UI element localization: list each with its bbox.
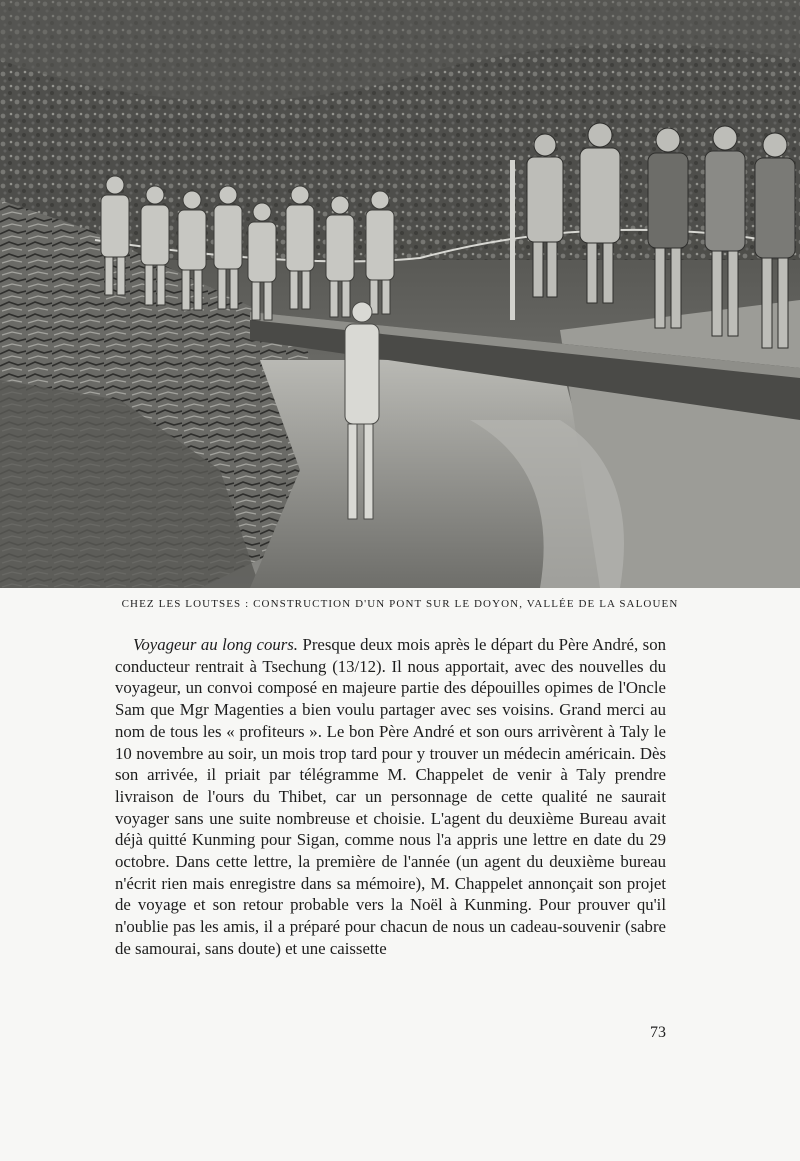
- photo-caption: CHEZ LES LOUTSES : CONSTRUCTION D'UN PONT SUR LE DOYON, VALLÉE DE LA SALOUEN: [121, 598, 679, 610]
- paragraph-lead: Voyageur au long cours.: [133, 635, 298, 654]
- page-number: 73: [650, 1024, 666, 1041]
- paragraph-body: Presque deux mois après le départ du Père André, son conducteur rentrait à Tsechung (13/12). Il nous apportait, avec des nouvelles du voyageur, un convoi composé en majeure partie des dépouilles opimes de l'Oncle Sam que Mgr Magenties a bien voulu partager avec ses voisins. Grand merci au nom de tous les « profiteurs ». Le bon Père André et son ours arrivèrent à Taly le 10 novembre au soir, un mois trop tard pour y trouver un médecin américain. Dès son arrivée, il priait par télégramme M. Chappelet de venir à Taly prendre livraison de l'ours du Thibet, car un personnage de cette qualité ne saurait voyager sans une suite nombreuse et choisie. L'agent du deuxième Bureau avait déjà quitté Kunming pour Sigan, comme nous l'a appris une lettre en date du 29 octobre. Dans cette lettre, la première de l'année (un agent du deuxième bureau n'écrit rien mais enregistre dans sa mémoire), M. Chappelet annonçait son projet de voyage et son retour probable vers la Noël à Kunming. Pour prouver qu'il n'oublie pas les amis, il a préparé pour chacun de nous un cadeau-souvenir (sabre de samourai, sans doute) et une caissette: [115, 635, 666, 958]
- paragraph: [115, 634, 666, 960]
- body-text: [115, 634, 666, 960]
